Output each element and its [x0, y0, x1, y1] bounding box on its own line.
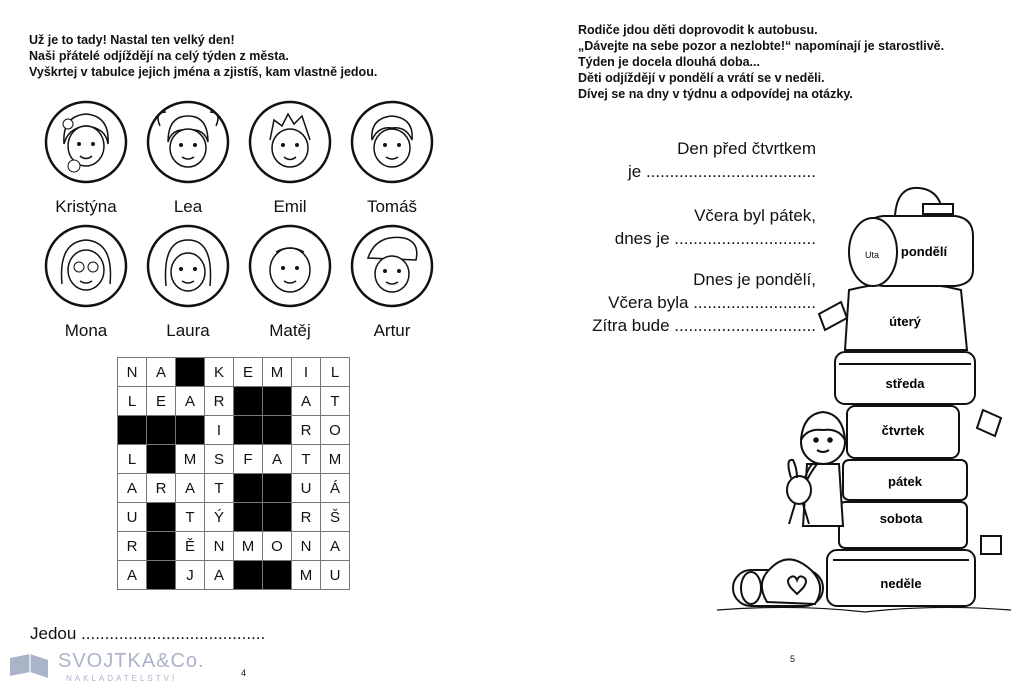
grid-row: [118, 416, 350, 445]
grid-blank-cell: [263, 503, 292, 532]
grid-blank-cell: [234, 474, 263, 503]
grid-cell: M: [176, 445, 205, 474]
question-line: je ....................................: [628, 162, 816, 181]
child-name: Tomáš: [366, 197, 418, 216]
grid-blank-cell: [234, 561, 263, 590]
grid-cell: A: [321, 532, 350, 561]
question-line: dnes je ..............................: [614, 229, 816, 248]
grid-row: [118, 561, 350, 590]
grid-row: [118, 387, 350, 416]
child-portrait: [244, 224, 336, 341]
grid-cell: O: [321, 416, 350, 445]
grid-blank-cell: [147, 532, 176, 561]
bag-label: pondělí: [900, 244, 948, 259]
bag-label: úterý: [889, 314, 921, 329]
child-portrait: [142, 100, 234, 217]
child-name: Artur: [373, 321, 411, 340]
page-number: 5: [790, 654, 796, 664]
intro-line: Naši přátelé odjíždějí na celý týden z města.: [29, 49, 289, 63]
grid-cell: R: [292, 416, 321, 445]
grid-cell: I: [292, 358, 321, 387]
grid-row: [118, 445, 350, 474]
grid-cell: N: [205, 532, 234, 561]
grid-cell: M: [292, 561, 321, 590]
grid-cell: M: [321, 445, 350, 474]
grid-cell: A: [147, 358, 176, 387]
child-portrait: [346, 224, 438, 341]
grid-cell: N: [118, 358, 147, 387]
intro-line: Děti odjíždějí v pondělí a vrátí se v neděli.: [578, 71, 825, 85]
left-intro-text: [29, 32, 377, 80]
grid-cell: O: [263, 532, 292, 561]
grid-cell: T: [292, 445, 321, 474]
question-line: Dnes je pondělí,: [693, 270, 816, 289]
grid-cell: R: [118, 532, 147, 561]
grid-cell: A: [263, 445, 292, 474]
grid-blank-cell: [118, 416, 147, 445]
child-name: Matěj: [269, 321, 311, 340]
logo-name: SVOJTKA&Co.: [58, 650, 205, 672]
intro-line: Už je to tady! Nastal ten velký den!: [29, 33, 235, 47]
grid-cell: S: [205, 445, 234, 474]
grid-cell: A: [292, 387, 321, 416]
intro-line: Rodiče jdou děti doprovodit k autobusu.: [578, 23, 818, 37]
grid-cell: T: [321, 387, 350, 416]
child-portrait: [142, 224, 234, 341]
child-name: Lea: [173, 197, 203, 216]
grid-cell: M: [234, 532, 263, 561]
girl-face-icon: [44, 100, 128, 184]
grid-cell: L: [118, 445, 147, 474]
bag-label: neděle: [880, 576, 922, 591]
grid-cell: A: [205, 561, 234, 590]
girl-face-icon: [146, 100, 230, 184]
grid-cell: A: [118, 474, 147, 503]
grid-blank-cell: [234, 503, 263, 532]
girl-face-icon: [146, 224, 230, 308]
grid-cell: U: [292, 474, 321, 503]
intro-line: „Dávejte na sebe pozor a nezlobte!“ napomínají je starostlivě.: [578, 39, 945, 53]
boy-face-icon: [248, 224, 332, 308]
question-line: Den před čtvrtkem: [677, 139, 816, 158]
grid-cell: A: [176, 387, 205, 416]
grid-blank-cell: [147, 561, 176, 590]
intro-line: Dívej se na dny v týdnu a odpovídej na otázky.: [578, 87, 853, 101]
child-portrait: [244, 100, 336, 217]
page-number: 4: [241, 668, 247, 678]
grid-cell: R: [292, 503, 321, 532]
grid-cell: L: [321, 358, 350, 387]
boy-face-icon: [248, 100, 332, 184]
bag-label: sobota: [879, 511, 923, 526]
grid-blank-cell: [263, 561, 292, 590]
grid-blank-cell: [234, 416, 263, 445]
grid-cell: Á: [321, 474, 350, 503]
grid-cell: R: [205, 387, 234, 416]
grid-cell: U: [118, 503, 147, 532]
grid-cell: Š: [321, 503, 350, 532]
girl-glasses-face-icon: [44, 224, 128, 308]
child-name: Laura: [166, 321, 210, 340]
child-name: Mona: [64, 321, 108, 340]
answer-line: Jedou .......................................: [30, 624, 266, 643]
grid-row: [118, 503, 350, 532]
grid-blank-cell: [147, 445, 176, 474]
grid-cell: Ě: [176, 532, 205, 561]
grid-cell: E: [234, 358, 263, 387]
grid-cell: U: [321, 561, 350, 590]
grid-cell: F: [234, 445, 263, 474]
grid-cell: Ý: [205, 503, 234, 532]
grid-cell: I: [205, 416, 234, 445]
bag-label: čtvrtek: [881, 423, 925, 438]
question-line: Včera byla ..........................: [608, 293, 816, 312]
grid-blank-cell: [263, 416, 292, 445]
tag-icon: Uta: [865, 250, 880, 260]
grid-row: [118, 358, 350, 387]
grid-cell: R: [147, 474, 176, 503]
luggage-stack-illustration: [715, 178, 1015, 633]
grid-cell: T: [176, 503, 205, 532]
grid-blank-cell: [176, 358, 205, 387]
grid-row: [118, 532, 350, 561]
child-name: Emil: [273, 197, 307, 216]
bag-label: středa: [885, 376, 925, 391]
grid-blank-cell: [147, 416, 176, 445]
grid-cell: M: [263, 358, 292, 387]
question-1: [628, 137, 816, 183]
child-name: Kristýna: [55, 197, 117, 216]
grid-cell: T: [205, 474, 234, 503]
child-portrait: [40, 224, 132, 341]
question-line: Zítra bude ..............................: [592, 316, 816, 335]
child-portrait: [346, 100, 438, 217]
grid-blank-cell: [147, 503, 176, 532]
grid-blank-cell: [263, 474, 292, 503]
boy-cap-face-icon: [350, 224, 434, 308]
child-portrait: [40, 100, 132, 217]
word-search-grid: [117, 357, 350, 590]
grid-cell: A: [176, 474, 205, 503]
grid-blank-cell: [263, 387, 292, 416]
logo-subtitle: NAKLADATELSTVÍ: [66, 674, 178, 683]
grid-cell: N: [292, 532, 321, 561]
intro-line: Vyškrtej v tabulce jejich jména a zjistíš, kam vlastně jedou.: [29, 65, 378, 79]
grid-row: [118, 474, 350, 503]
right-intro-text: [578, 22, 944, 102]
grid-cell: E: [147, 387, 176, 416]
question-line: Včera byl pátek,: [694, 206, 816, 225]
publisher-logo: [8, 648, 208, 688]
grid-cell: K: [205, 358, 234, 387]
boy-face-icon: [350, 100, 434, 184]
grid-cell: J: [176, 561, 205, 590]
grid-cell: A: [118, 561, 147, 590]
grid-cell: L: [118, 387, 147, 416]
intro-line: Týden je docela dlouhá doba...: [578, 55, 760, 69]
bag-label: pátek: [888, 474, 922, 489]
grid-blank-cell: [234, 387, 263, 416]
grid-blank-cell: [176, 416, 205, 445]
